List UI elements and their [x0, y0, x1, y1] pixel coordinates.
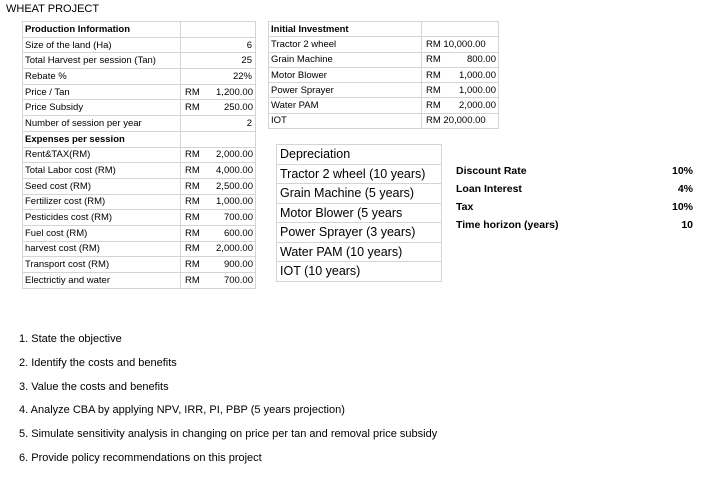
table-row [277, 184, 442, 204]
currency-label: RM [426, 38, 441, 50]
investment-value[interactable] [422, 37, 499, 52]
amount: 800.00 [466, 54, 496, 66]
table-row [269, 37, 499, 52]
sessions-value[interactable]: 2 [181, 116, 256, 132]
expense-value[interactable] [181, 147, 256, 163]
list-item: 6. Provide policy recommendations on this project [19, 451, 262, 464]
tax-label[interactable]: Tax [456, 201, 474, 213]
price-value[interactable] [181, 84, 256, 100]
production-table [22, 21, 256, 289]
amount: 1,000.00 [459, 84, 496, 96]
list-item: 5. Simulate sensitivity analysis in changing on price per tan and removal price subsidy [19, 428, 438, 441]
expense-label[interactable]: Electrictiy and water [23, 273, 181, 289]
investment-label[interactable]: Grain Machine [269, 52, 422, 67]
table-row [269, 83, 499, 98]
amount: 900.00 [223, 259, 253, 271]
table-cell[interactable] [181, 22, 256, 38]
time-horizon-value[interactable]: 10 [681, 219, 693, 231]
task-list [19, 331, 437, 474]
expense-label[interactable]: Fertilizer cost (RM) [23, 194, 181, 210]
table-row [454, 216, 696, 234]
expense-value[interactable] [181, 178, 256, 194]
table-row [23, 100, 256, 116]
amount: 2,000.00 [216, 243, 253, 255]
expense-label[interactable]: Fuel cost (RM) [23, 225, 181, 241]
table-row [23, 163, 256, 179]
investment-label[interactable]: IOT [269, 113, 422, 128]
currency-label: RM [185, 149, 200, 161]
harvest-value[interactable]: 25 [181, 53, 256, 69]
amount: 1,000.00 [216, 196, 253, 208]
table-row [277, 164, 442, 184]
list-item: 1. State the objective [19, 333, 122, 345]
table-row [269, 98, 499, 113]
amount: 4,000.00 [216, 165, 253, 177]
currency-label: RM [426, 115, 441, 127]
amount: 1,200.00 [216, 86, 253, 98]
expenses-header[interactable]: Expenses per session [23, 131, 181, 147]
table-row [23, 194, 256, 210]
expense-value[interactable] [181, 210, 256, 226]
loan-interest-value[interactable]: 4% [677, 183, 693, 195]
expense-value[interactable] [181, 257, 256, 273]
table-cell[interactable] [422, 22, 499, 37]
table-row [23, 116, 256, 132]
table-row [23, 37, 256, 53]
currency-label: RM [185, 243, 200, 255]
list-item: 2. Identify the costs and benefits [19, 356, 177, 369]
table-row [23, 257, 256, 273]
price-label[interactable]: Price / Tan [23, 84, 181, 100]
investment-header[interactable]: Initial Investment [269, 22, 422, 37]
investment-value[interactable] [422, 98, 499, 113]
depreciation-item[interactable]: Motor Blower (5 years [277, 203, 442, 223]
currency-label: RM [185, 259, 200, 271]
amount: 250.00 [223, 102, 253, 114]
list-item: 4. Analyze CBA by applying NPV, IRR, PI, PBP (5 years projection) [19, 404, 345, 417]
table-row [277, 145, 442, 165]
investment-table [268, 21, 499, 129]
investment-label[interactable]: Water PAM [269, 98, 422, 113]
currency-label: RM [426, 100, 441, 112]
amount: 2,500.00 [216, 180, 253, 192]
table-row [23, 178, 256, 194]
depreciation-item[interactable]: IOT (10 years) [277, 262, 442, 282]
tax-value[interactable]: 10% [671, 201, 693, 213]
sheet-title: WHEAT PROJECT [6, 3, 100, 15]
depreciation-header[interactable]: Depreciation [277, 145, 442, 165]
table-row [23, 273, 256, 289]
table-row [23, 53, 256, 69]
land-size-label[interactable]: Size of the land (Ha) [23, 37, 181, 53]
investment-label[interactable]: Power Sprayer [269, 83, 422, 98]
currency-label: RM [185, 102, 200, 114]
discount-rate-label[interactable]: Discount Rate [456, 165, 527, 177]
land-size-value[interactable]: 6 [181, 37, 256, 53]
table-row [454, 162, 696, 180]
table-row [277, 262, 442, 282]
expense-label[interactable]: Pesticides cost (RM) [23, 210, 181, 226]
table-row [23, 131, 256, 147]
expense-value[interactable] [181, 163, 256, 179]
expense-value[interactable] [181, 273, 256, 289]
depreciation-item[interactable]: Grain Machine (5 years) [277, 184, 442, 204]
amount: 700.00 [223, 274, 253, 286]
currency-label: RM [185, 274, 200, 286]
investment-value[interactable] [422, 67, 499, 82]
investment-label[interactable]: Motor Blower [269, 67, 422, 82]
amount: 700.00 [223, 212, 253, 224]
table-row [23, 22, 256, 38]
currency-label: RM [426, 69, 441, 81]
depreciation-item[interactable]: Power Sprayer (3 years) [277, 223, 442, 243]
table-row [454, 180, 696, 198]
list-item: 3. Value the costs and benefits [19, 380, 169, 393]
currency-label: RM [185, 180, 200, 192]
production-header[interactable]: Production Information [23, 22, 181, 38]
table-row [277, 242, 442, 262]
expense-label[interactable]: Seed cost (RM) [23, 178, 181, 194]
amount: 600.00 [223, 227, 253, 239]
table-row [269, 52, 499, 67]
investment-value[interactable] [422, 113, 499, 128]
table-row [277, 223, 442, 243]
rates-table [454, 162, 696, 234]
expense-value[interactable] [181, 241, 256, 257]
time-horizon-label[interactable]: Time horizon (years) [456, 219, 559, 231]
table-row [454, 198, 696, 216]
investment-value[interactable] [422, 83, 499, 98]
currency-label: RM [185, 212, 200, 224]
depreciation-table [276, 144, 442, 282]
expense-label[interactable]: Transport cost (RM) [23, 257, 181, 273]
expense-label[interactable]: harvest cost (RM) [23, 241, 181, 257]
expense-label[interactable]: Rent&TAX(RM) [23, 147, 181, 163]
currency-label: RM [185, 227, 200, 239]
expense-label[interactable]: Total Labor cost (RM) [23, 163, 181, 179]
table-row [23, 69, 256, 85]
currency-label: RM [426, 84, 441, 96]
amount: 10,000.00 [443, 38, 486, 50]
currency-label: RM [185, 165, 200, 177]
table-row [269, 67, 499, 82]
table-cell[interactable] [181, 131, 256, 147]
depreciation-item[interactable]: Tractor 2 wheel (10 years) [277, 164, 442, 184]
expense-value[interactable] [181, 194, 256, 210]
amount: 2,000.00 [459, 100, 496, 112]
subsidy-label[interactable]: Price Subsidy [23, 100, 181, 116]
table-row [23, 210, 256, 226]
table-row [269, 113, 499, 128]
table-row [23, 147, 256, 163]
sessions-label[interactable]: Number of session per year [23, 116, 181, 132]
table-row [269, 22, 499, 37]
depreciation-item[interactable]: Water PAM (10 years) [277, 242, 442, 262]
discount-rate-value[interactable]: 10% [671, 165, 693, 177]
table-row [23, 225, 256, 241]
rebate-value[interactable]: 22% [181, 69, 256, 85]
loan-interest-label[interactable]: Loan Interest [456, 183, 522, 195]
rebate-label[interactable]: Rebate % [23, 69, 181, 85]
investment-value[interactable] [422, 52, 499, 67]
harvest-label[interactable]: Total Harvest per session (Tan) [23, 53, 181, 69]
subsidy-value[interactable] [181, 100, 256, 116]
amount: 2,000.00 [216, 149, 253, 161]
table-row [277, 203, 442, 223]
investment-label[interactable]: Tractor 2 wheel [269, 37, 422, 52]
expense-value[interactable] [181, 225, 256, 241]
currency-label: RM [185, 86, 200, 98]
amount: 20,000.00 [443, 115, 486, 127]
amount: 1,000.00 [459, 69, 496, 81]
table-row [23, 84, 256, 100]
table-row [23, 241, 256, 257]
currency-label: RM [185, 196, 200, 208]
currency-label: RM [426, 54, 441, 66]
